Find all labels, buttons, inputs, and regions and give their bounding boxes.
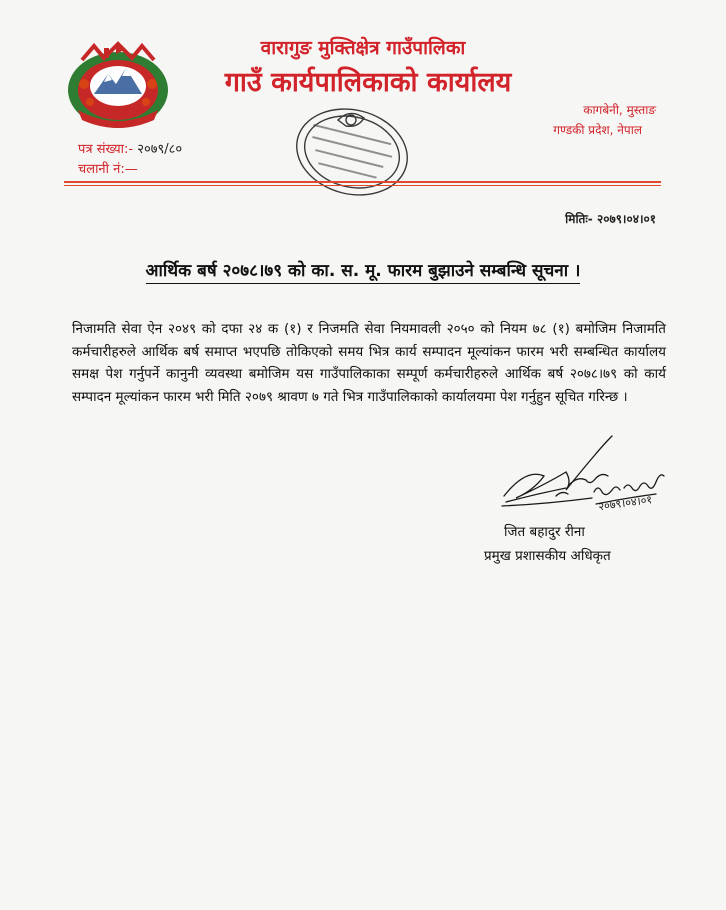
reference-number xyxy=(78,139,182,157)
dispatch-number-label: चलानी नं:— xyxy=(78,162,138,177)
office-name: गाउँ कार्यपालिकाको कार्यालय xyxy=(224,67,512,98)
signature-date: २०७९।०४।०१ xyxy=(597,493,654,514)
letter-subject-text: आर्थिक बर्ष २०७८।७९ को का. स. मू. फारम बुझाउने सम्बन्धि सूचना । xyxy=(146,261,581,284)
letter-date: मितिः- २०७९।०४।०१ xyxy=(565,212,656,226)
municipality-name: वारागुङ मुक्तिक्षेत्र गाउँपालिका xyxy=(260,37,466,59)
letter-body: निजामति सेवा ऐन २०४९ को दफा २४ क (१) र निजमति सेवा नियमावली २०५० को नियम ७८ (१) बमोजिम निजामति कर्मचारीहरुले आर्थिक बर्ष समाप्त भएपछि तोकिएको समय भित्र कार्य सम्पादन मूल्यांकन फारम भरी सम्बन्धित कार्यालय समक्ष पेश गर्नुपर्ने कानुनी व्यवस्था बमोजिम यस गाउँपालिकाका सम्पूर्ण कर्मचारीहरुले आर्थिक बर्ष २०७८।७९ को कार्य सम्पादन मूल्यांकन फारम भरी मिति २०७९ श्रावण ७ गते भित्र गाउँपालिकाको कार्यालयमा पेश गर्नुहुन सूचित गरिन्छ । xyxy=(72,321,666,405)
reference-label: पत्र संख्या:- xyxy=(78,142,134,157)
letterhead-divider-thin xyxy=(64,185,661,186)
address-line-1: कागबेनी, मुस्ताङ xyxy=(583,103,656,117)
letterhead-divider xyxy=(64,181,661,183)
handwritten-signature-icon xyxy=(496,432,676,518)
letter-subject xyxy=(0,258,726,281)
office-stamp-icon xyxy=(288,100,420,208)
address-line-2: गण्डकी प्रदेश, नेपाल xyxy=(553,123,642,137)
reference-value: २०७९/८० xyxy=(137,142,183,157)
signatory-title: प्रमुख प्रशासकीय अधिकृत xyxy=(484,548,611,564)
signatory-name: जित बहादुर रीना xyxy=(504,524,585,540)
